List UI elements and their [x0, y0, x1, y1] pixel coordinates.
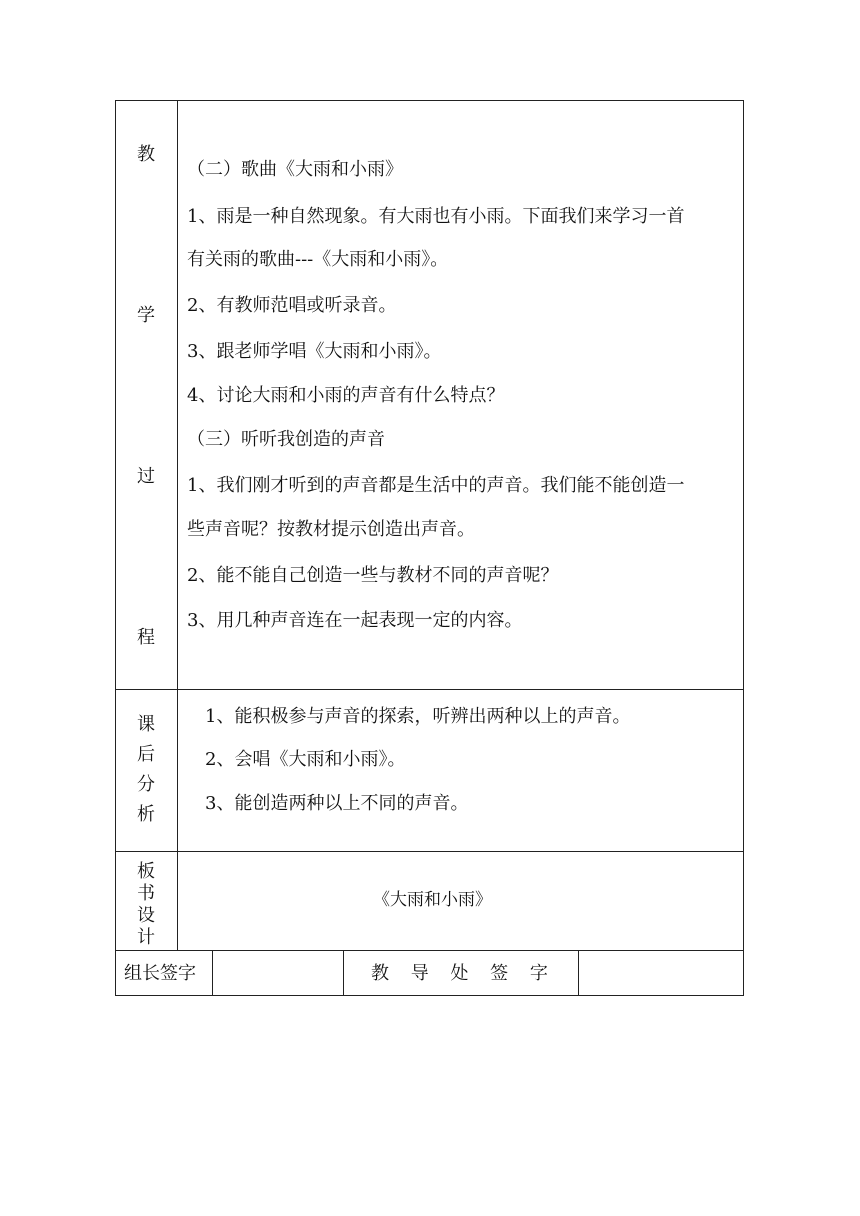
content-line: 1、我们刚才听到的声音都是生活中的声音。我们能不能创造一	[187, 475, 685, 496]
content-line: 有关雨的歌曲---《大雨和小雨》。	[187, 249, 449, 270]
content-line: 4、讨论大雨和小雨的声音有什么特点？	[187, 385, 505, 406]
section-heading: （三）听听我创造的声音	[187, 429, 385, 450]
content-line: 1、雨是一种自然现象。有大雨也有小雨。下面我们来学习一首	[187, 206, 685, 227]
content-line: 3、跟老师学唱《大雨和小雨》。	[187, 341, 442, 362]
analysis-label-char: 后	[137, 744, 155, 765]
board-label-char: 设	[137, 905, 155, 926]
board-label-char: 计	[137, 927, 155, 948]
row-divider	[115, 689, 744, 690]
section-heading: （二）歌曲《大雨和小雨》	[187, 159, 403, 180]
board-label-char: 书	[137, 883, 155, 904]
content-line: 些声音呢？按教材提示创造出声音。	[187, 519, 475, 540]
content-line: 3、能创造两种以上不同的声音。	[205, 793, 469, 814]
process-label-char: 教	[137, 144, 155, 165]
process-label-char: 学	[137, 305, 155, 326]
content-line: 2、能不能自己创造一些与教材不同的声音呢？	[187, 565, 559, 586]
analysis-label-char: 分	[137, 774, 155, 795]
content-line: 1、能积极参与声音的探索，听辨出两种以上的声音。	[205, 706, 631, 727]
lesson-plan-table	[115, 100, 744, 996]
process-label-char: 程	[137, 627, 155, 648]
board-label-char: 板	[137, 861, 155, 882]
leader-signature-field[interactable]	[213, 951, 342, 995]
analysis-label-char: 课	[137, 714, 155, 735]
content-line: 2、有教师范唱或听录音。	[187, 295, 397, 316]
office-signature-field[interactable]	[579, 951, 743, 995]
office-signature-label: 教 导 处 签 字	[371, 963, 548, 984]
content-line: 3、用几种声音连在一起表现一定的内容。	[187, 610, 523, 631]
board-title: 《大雨和小雨》	[373, 890, 492, 910]
process-label-char: 过	[137, 466, 155, 487]
leader-signature-label: 组长签字	[124, 963, 196, 984]
row-divider	[115, 851, 744, 852]
analysis-label-char: 析	[137, 804, 155, 825]
content-line: 2、会唱《大雨和小雨》。	[205, 749, 406, 770]
signature-divider	[343, 950, 344, 996]
label-column-divider	[177, 100, 178, 950]
